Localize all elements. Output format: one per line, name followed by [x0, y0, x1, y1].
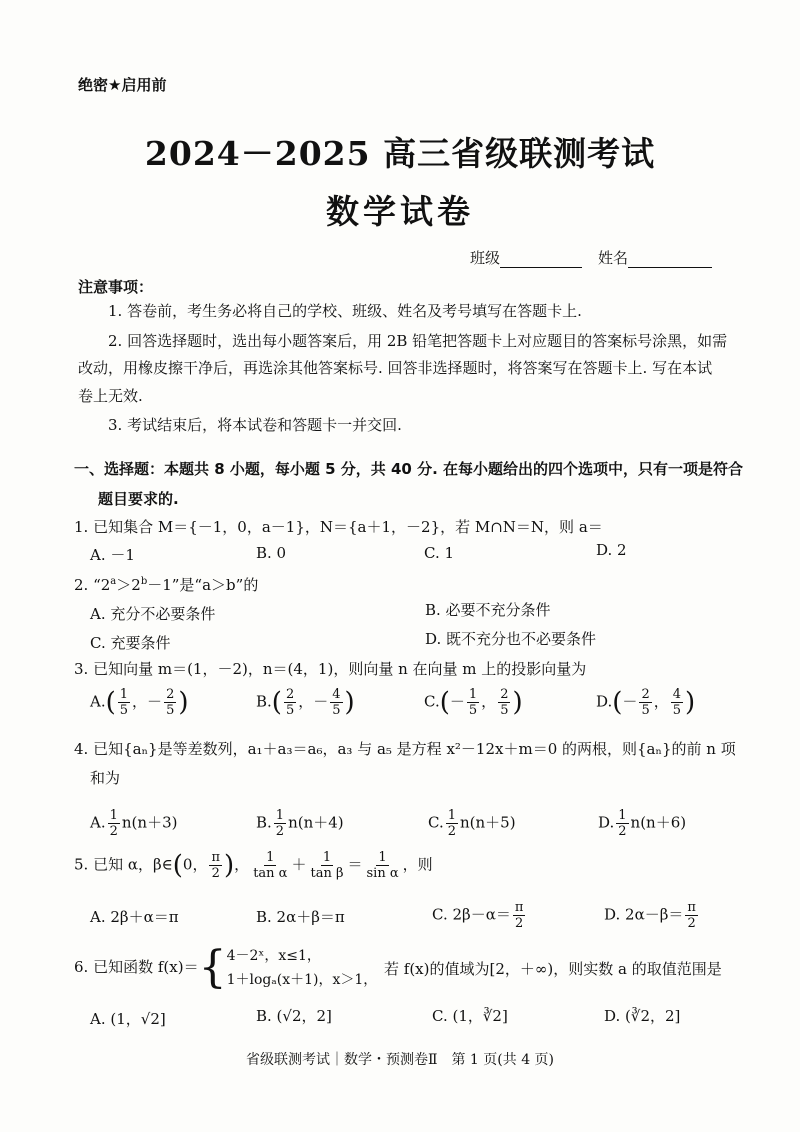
question-4-stem-cont: 和为: [90, 769, 121, 787]
q2-option-d: D. 既不充分也不必要条件: [425, 630, 597, 648]
q5-option-d: D. 2α－β＝ $\frac{\pi}{2}$: [604, 900, 696, 931]
notice-heading: 注意事项：: [78, 278, 154, 296]
page-footer: 省级联测考试｜数学・预测卷Ⅱ 第 1 页(共 4 页): [245, 1052, 555, 1068]
q6-option-c: C. (1，∛2]: [432, 1007, 508, 1025]
q6-option-a: A. (1，√2]: [90, 1010, 166, 1028]
section-heading: 一、选择题：本题共 8 小题，每小题 5 分，共 40 分. 在每小题给出的四个选项中，只有一项是符合: [74, 460, 744, 478]
exam-title: 2024－2025 高三省级联测考试: [144, 134, 656, 173]
q3-option-a: A.( $\frac{1}{5}$ ，－ $\frac{2}{5}$ ): [90, 687, 189, 718]
class-label: 班级: [470, 249, 501, 267]
q4-option-b: B. $\frac{1}{2}$ n(n＋4): [256, 808, 344, 839]
q1-option-a: A. －1: [90, 546, 135, 564]
question-1-stem: 1. 已知集合 M＝{－1，0，a－1}，N＝{a＋1，－2}，若 M∩N＝N，则 a＝: [74, 518, 603, 536]
class-blank: [500, 253, 582, 268]
q5-option-a: A. 2β＋α＝π: [90, 908, 179, 926]
q1-option-b: B. 0: [256, 544, 287, 562]
q4-option-d: D. $\frac{1}{2}$ n(n＋6): [598, 808, 687, 839]
q3-option-b: B.( $\frac{2}{5}$ ，－ $\frac{4}{5}$ ): [256, 687, 355, 718]
notice-item-2: 2. 回答选择题时，选出每小题答案后，用 2B 铅笔把答题卡上对应题目的答案标号涂黑，如需: [108, 332, 728, 350]
question-6-stem: 6. 已知函数 f(x)＝{ 4－2ˣ，x≤1， 1＋logₐ(x＋1)，x＞1，: [74, 942, 378, 993]
exam-subject-title: 数学试卷: [326, 192, 474, 231]
notice-item-1: 1. 答卷前，考生务必将自己的学校、班级、姓名及考号填写在答题卡上.: [108, 302, 582, 320]
q4-option-a: A. $\frac{1}{2}$ n(n＋3): [90, 808, 178, 839]
q4-option-c: C. $\frac{1}{2}$ n(n＋5): [428, 808, 516, 839]
notice-item-2-cont: 改动，用橡皮擦干净后，再选涂其他答案标号. 回答非选择题时，将答案写在答题卡上. 写在本试: [78, 359, 713, 377]
q1-option-c: C. 1: [424, 544, 455, 562]
section-heading-cont: 题目要求的.: [98, 490, 179, 508]
class-field: [470, 247, 582, 268]
q3-option-d: D.(－ $\frac{2}{5}$ ， $\frac{4}{5}$ ): [596, 687, 696, 718]
question-6-stem-cont: 若 f(x)的值域为[2，＋∞)，则实数 a 的取值范围是: [384, 960, 722, 978]
q3-option-c: C.(－ $\frac{1}{5}$ ， $\frac{2}{5}$ ): [424, 687, 523, 718]
secret-label: 绝密★启用前: [78, 76, 167, 94]
question-2-stem: 2. “$2^a>2^b-1$”是“a＞b”的: [74, 576, 259, 594]
q2-option-b: B. 必要不充分条件: [425, 601, 551, 619]
q5-option-b: B. 2α＋β＝π: [256, 908, 345, 926]
q6-option-d: D. (∛2，2]: [604, 1007, 681, 1025]
q1-option-d: D. 2: [596, 541, 627, 559]
q5-option-c: C. 2β－α＝ $\frac{\pi}{2}$: [432, 900, 524, 931]
question-3-stem: 3. 已知向量 m＝(1，－2)，n＝(4，1)，则向量 n 在向量 m 上的投影向量为: [74, 660, 587, 678]
q2-option-c: C. 充要条件: [90, 634, 171, 652]
q2-option-a: A. 充分不必要条件: [90, 605, 216, 623]
question-5-stem: 5. 已知 α，β∈(0， $\frac{\pi}{2}$ )， $\frac{1}{\text{tan α}}$ ＋ $\frac{1}{\text{tan β}}$ ＝ $\frac{1}{\text{sin α}}$ ，则: [74, 850, 433, 881]
name-label: 姓名: [598, 249, 629, 267]
name-blank: [628, 253, 712, 268]
name-field: [598, 247, 712, 268]
question-4-stem: 4. 已知{aₙ}是等差数列，a₁＋a₃＝a₆，a₃ 与 a₅ 是方程 x²－12x＋m＝0 的两根，则{aₙ}的前 n 项: [74, 740, 736, 758]
notice-item-3: 3. 考试结束后，将本试卷和答题卡一并交回.: [108, 416, 402, 434]
notice-item-2-end: 卷上无效.: [78, 387, 143, 405]
q6-option-b: B. (√2，2]: [256, 1007, 332, 1025]
